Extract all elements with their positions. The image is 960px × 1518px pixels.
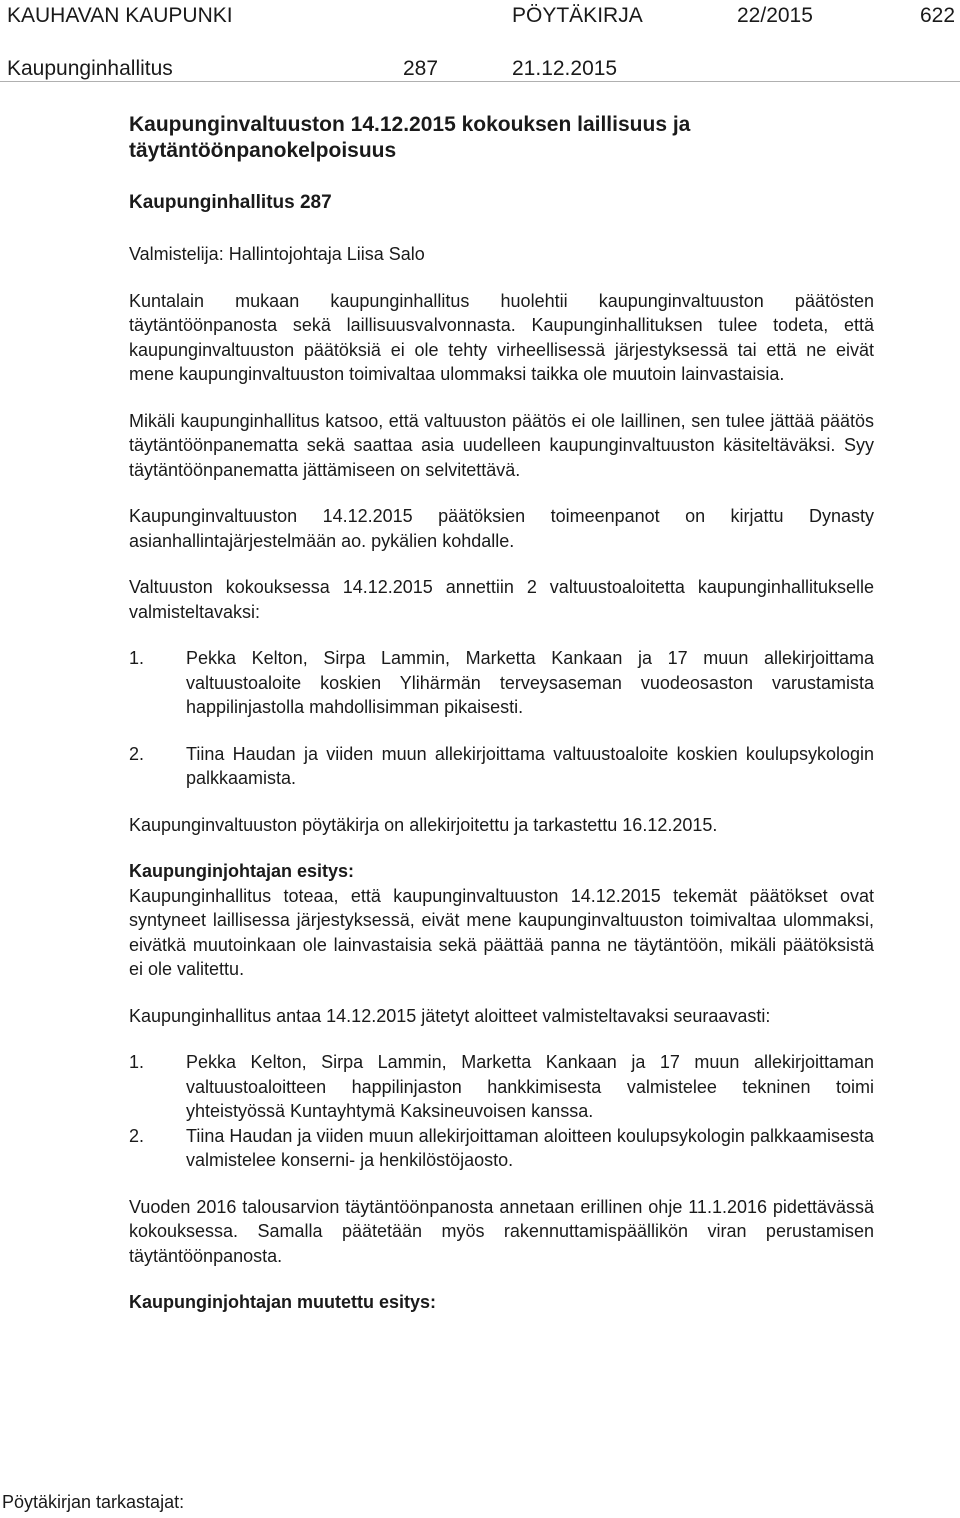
header-doc-number: 22/2015 (737, 4, 813, 27)
paragraph-1: Kuntalain mukaan kaupunginhallitus huolehtii kaupunginvaltuuston päätösten täytäntöönpanosta sekä laillisuusvalvonnasta. Kaupunginhallituksen tulee todeta, että kaupunginvaltuuston päätöksiä ei ole tehty virheellisessä järjestyksessä tai että ne eivät mene kaupunginvaltuuston toimivaltaa ulommaksi taikka ole muutoin lainvastaisia. (129, 290, 874, 384)
list-item-number: 1. (129, 1052, 145, 1072)
header-city: KAUHAVAN KAUPUNKI (7, 4, 233, 27)
list-item (129, 1050, 874, 1124)
document-title: Kaupunginvaltuuston 14.12.2015 kokouksen laillisuus ja täytäntöönpanokelpoisuus (129, 113, 691, 162)
list-item-number: 1. (129, 648, 145, 668)
footer-inspectors-label: Pöytäkirjan tarkastajat: (2, 1492, 185, 1512)
list-item-number: 2. (129, 743, 145, 764)
modified-proposal-heading: Kaupunginjohtajan muutettu esitys: (129, 1292, 437, 1312)
paragraph-4: Valtuuston kokouksessa 14.12.2015 annettiin 2 valtuustoaloitetta kaupunginhallitukselle valmisteltavaksi: (129, 577, 874, 622)
list-item-text: Tiina Haudan ja viiden muun allekirjoittama valtuustoaloite koskien koulupsykologin palkkaamista. (186, 743, 874, 788)
header-section-number: 287 (403, 57, 439, 80)
document-body (129, 112, 874, 1315)
preparer-line: Valmistelija: Hallintojohtaja Liisa Salo (129, 244, 425, 264)
list-item-text: Tiina Haudan ja viiden muun allekirjoittaman aloitteen koulupsykologin palkkaamisesta valmistelee konserni- ja henkilöstöjaosto. (186, 1125, 874, 1170)
list-item-text: Pekka Kelton, Sirpa Lammin, Marketta Kankaan ja 17 muun allekirjoittaman valtuustoaloitteen happilinjaston hankkimisesta valmistelee tekninen toimi yhteistyössä Kuntayhtymä Kaksineuvoisen kanssa. (186, 1052, 874, 1121)
list-item-text: Pekka Kelton, Sirpa Lammin, Marketta Kankaan ja 17 muun allekirjoittama valtuustoaloite koskien Ylihärmän terveysaseman vuodeosaston varustamista happilinjastolla mahdollisimman pikaisesti. (186, 648, 874, 717)
list-item (129, 742, 874, 791)
proposal-paragraph-1: Kaupunginhallitus toteaa, että kaupunginvaltuuston 14.12.2015 tekemät päätökset ovat syntyneet laillisessa järjestyksessä, eivät mene kaupunginvaltuuston toimivaltaa ulommaksi, eivätkä muutoinkaan ole lainvastaisia sekä päättää panna ne täytäntöön, mikäli päätöksistä ei ole valitettu. (129, 885, 874, 979)
header-doc-type: PÖYTÄKIRJA (512, 4, 643, 27)
header-body-name: Kaupunginhallitus (7, 57, 173, 80)
header-date: 21.12.2015 (512, 57, 618, 80)
paragraph-2: Mikäli kaupunginhallitus katsoo, että valtuuston päätös ei ole laillinen, sen tulee jättää päätös täytäntöönpanematta sekä saattaa asia uudelleen kaupunginvaltuuston käsiteltäväksi. Syy täytäntöönpanematta jättämiseen on selvitettävä. (129, 410, 874, 480)
proposal-heading: Kaupunginjohtajan esitys: (129, 861, 355, 881)
proposal-paragraph-2: Kaupunginhallitus antaa 14.12.2015 jätetyt aloitteet valmisteltavaksi seuraavasti: (129, 1005, 771, 1026)
paragraph-6: Vuoden 2016 talousarvion täytäntöönpanosta annetaan erillinen ohje 11.1.2016 pidettävässä kokouksessa. Samalla päätetään myös rakennuttamispäällikön viran perustamisen täytäntöönpanosta. (129, 1196, 874, 1266)
list-item (129, 1124, 874, 1173)
paragraph-3: Kaupunginvaltuuston 14.12.2015 päätöksien toimeenpanot on kirjattu Dynasty asianhallintajärjestelmään ao. pykälien kohdalle. (129, 506, 874, 551)
section-subtitle: Kaupunginhallitus 287 (129, 192, 332, 213)
header-divider (0, 81, 960, 82)
header-page-number: 622 (920, 4, 956, 27)
paragraph-5: Kaupunginvaltuuston pöytäkirja on allekirjoitettu ja tarkastettu 16.12.2015. (129, 814, 718, 835)
list-item (129, 646, 874, 720)
list-item-number: 2. (129, 1125, 145, 1146)
